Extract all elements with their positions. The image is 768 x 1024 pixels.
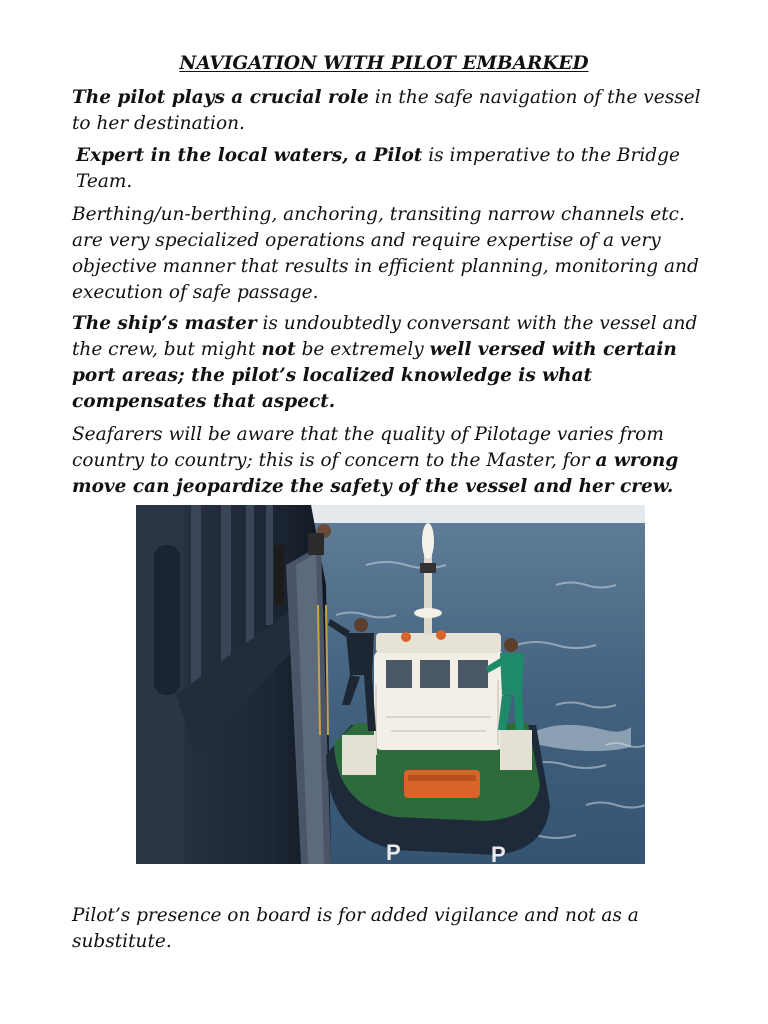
paragraph-pilotage-quality: [72, 422, 712, 500]
emphasis-text: The pilot plays a crucial role: [72, 87, 369, 108]
body-text: be extremely: [295, 339, 430, 360]
body-text: Pilot’s presence on board is for added vigilance and not as a substitute.: [72, 905, 639, 952]
body-text: in the safe navigation of the vessel to her destination.: [72, 87, 701, 134]
boat-hull-letter-1: P: [386, 840, 401, 864]
body-text: is imperative to the Bridge Team.: [76, 145, 680, 192]
body-text: Berthing/un-berthing, anchoring, transiting narrow channels etc. are very specialized operations and require expertise of a very objective manner that results in efficient planning, monitoring and execution of safe passage.: [72, 204, 699, 303]
paragraph-ships-master: [72, 311, 712, 415]
emphasis-text: Expert in the local waters, a Pilot: [76, 145, 423, 166]
paragraph-pilot-role: [72, 85, 712, 137]
body-text: is undoubtedly conversant with the vessel and the crew, but might: [72, 313, 698, 360]
paragraph-specialized-operations: [72, 202, 712, 306]
life-raft: [404, 770, 480, 798]
emphasis-text: not: [261, 339, 296, 360]
pilot-boarding-photo: [136, 505, 645, 864]
emphasis-text: The ship’s master: [72, 313, 257, 334]
body-text: Seafarers will be aware that the quality of Pilotage varies from country to country; this is of concern to the Master, for: [72, 424, 664, 471]
paragraph-local-expert: [76, 143, 712, 195]
emphasis-text: a wrong move can jeopardize the safety of the vessel and her crew.: [72, 450, 679, 497]
boat-hull-letter-2: P: [491, 842, 506, 864]
document-title: NAVIGATION WITH PILOT EMBARKED: [179, 53, 589, 74]
paragraph-closing: [72, 903, 712, 955]
emphasis-text: well versed with certain port areas; the pilot’s localized knowledge is what compensates that aspect.: [72, 339, 677, 412]
